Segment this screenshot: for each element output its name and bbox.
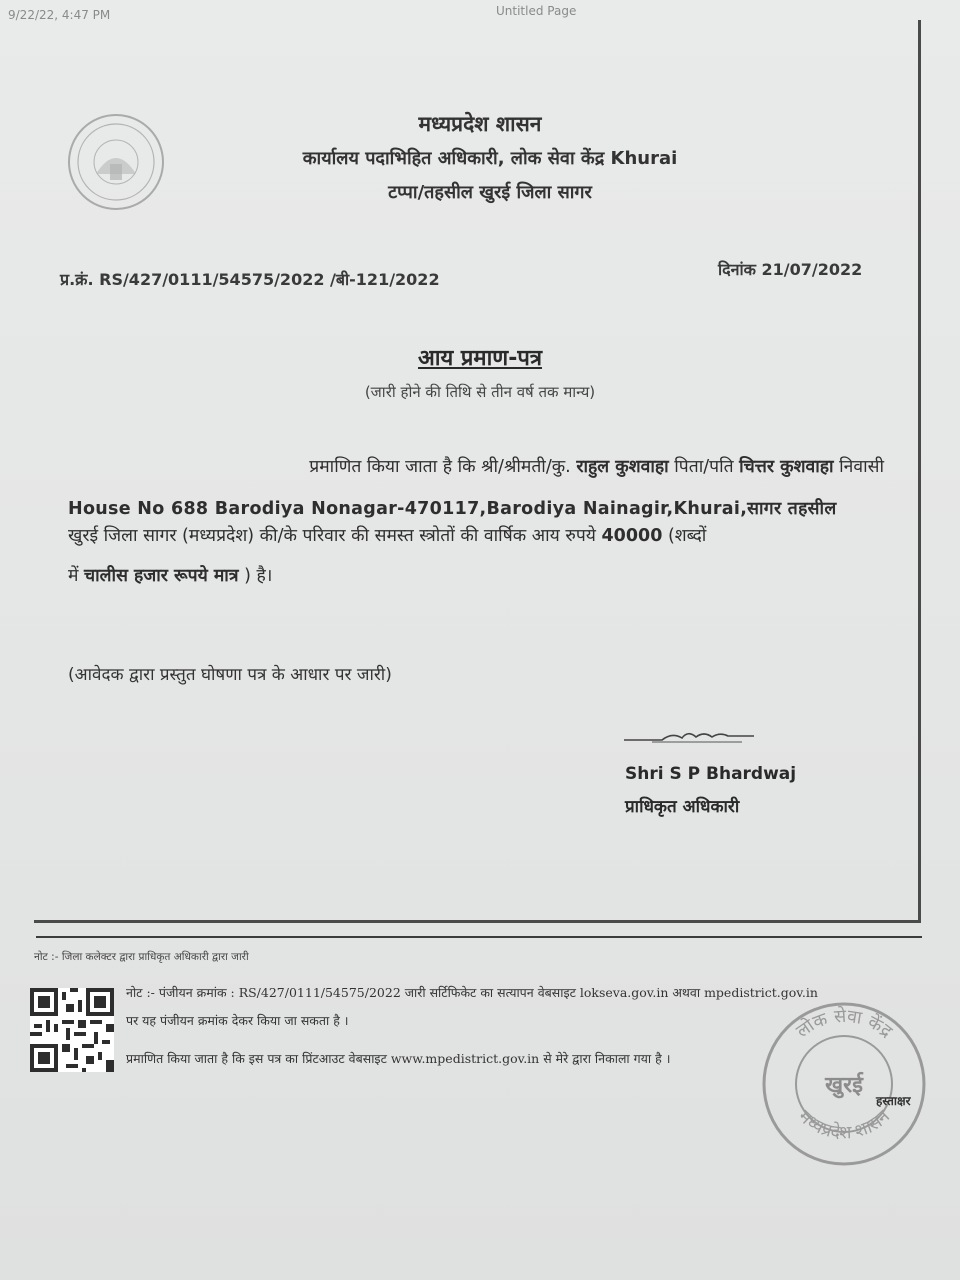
certificate-title xyxy=(0,342,960,372)
validity-note: (जारी होने की तिथि से तीन वर्ष तक मान्य) xyxy=(364,383,596,401)
stamp-center-text: खुरई xyxy=(825,1073,863,1098)
footer-note-2-line-1: नोट :- पंजीयन क्रमांक : RS/427/0111/54575/2022 जारी सर्टिफिकेट का सत्यापन वेबसाइट lokseva.gov.in अथवा mpedistrict.gov.in xyxy=(126,985,818,1000)
signatory-designation: प्राधिकृत अधिकारी xyxy=(625,797,740,817)
office-stamp-icon xyxy=(754,992,934,1172)
body-line-1 xyxy=(68,454,884,478)
body-text: पिता/पति xyxy=(668,457,740,477)
body-text: (शब्दों xyxy=(662,526,707,546)
qr-code-icon xyxy=(30,988,114,1072)
body-text: में xyxy=(68,566,85,586)
stamp-top-text: लोक सेवा केंद्र xyxy=(792,1005,897,1043)
header-office: कार्यालय पदाभिहित अधिकारी, लोक सेवा केंद्र Khurai xyxy=(302,148,678,169)
stamp-bottom-text: मध्यप्रदेश शासन xyxy=(793,1106,895,1144)
applicant-address: House No 688 Barodiya Nonagar-470117,Barodiya Nainagir,Khurai,सागर तहसील xyxy=(68,499,837,519)
signature-icon xyxy=(622,728,756,744)
signatory-name: Shri S P Bhardwaj xyxy=(625,764,797,784)
footer-divider xyxy=(36,936,922,938)
certificate-title-text: आय प्रमाण-पत्र xyxy=(418,346,542,371)
body-text: प्रमाणित किया जाता है कि श्री/श्रीमती/कु. xyxy=(309,457,577,477)
svg-text:मध्यप्रदेश शासन xyxy=(794,1105,895,1143)
income-amount: 40000 xyxy=(601,526,663,546)
body-text: ) है। xyxy=(238,566,273,586)
body-text: खुरई जिला सागर (मध्यप्रदेश) की/के परिवार की समस्त स्त्रोतों की वार्षिक आय रुपये xyxy=(68,526,602,546)
signature-label: हस्ताक्षर xyxy=(876,1094,911,1108)
body-text: निवासी xyxy=(833,457,884,477)
header-government: मध्यप्रदेश शासन xyxy=(418,112,542,136)
footer-note-3: प्रमाणित किया जाता है कि इस पत्र का प्रिंटआउट वेबसाइट www.mpedistrict.gov.in से मेरे द्वारा निकाला गया है । xyxy=(126,1051,671,1066)
print-page-title: Untitled Page xyxy=(496,4,577,18)
issued-basis-note: (आवेदक द्वारा प्रस्तुत घोषणा पत्र के आधार पर जारी) xyxy=(68,665,392,685)
reference-number: प्र.क्रं. RS/427/0111/54575/2022 /बी-121/2022 xyxy=(60,270,440,289)
applicant-name: राहुल कुशवाहा xyxy=(576,457,669,477)
print-timestamp: 9/22/22, 4:47 PM xyxy=(8,8,111,22)
body-line-3 xyxy=(68,523,884,547)
father-name: चित्तर कुशवाहा xyxy=(739,457,834,477)
income-in-words: चालीस हजार रूपये मात्र xyxy=(84,566,239,586)
footer-note-2-line-2: पर यह पंजीयन क्रमांक देकर किया जा सकता है । xyxy=(126,1013,349,1028)
footer-note-1: नोट :- जिला कलेक्टर द्वारा प्राधिकृत अधिकारी द्वारा जारी xyxy=(34,951,249,963)
issue-date: दिनांक 21/07/2022 xyxy=(718,260,863,279)
body-line-4 xyxy=(68,563,884,587)
header-tehsil-district: टप्पा/तहसील खुरई जिला सागर xyxy=(388,182,592,203)
